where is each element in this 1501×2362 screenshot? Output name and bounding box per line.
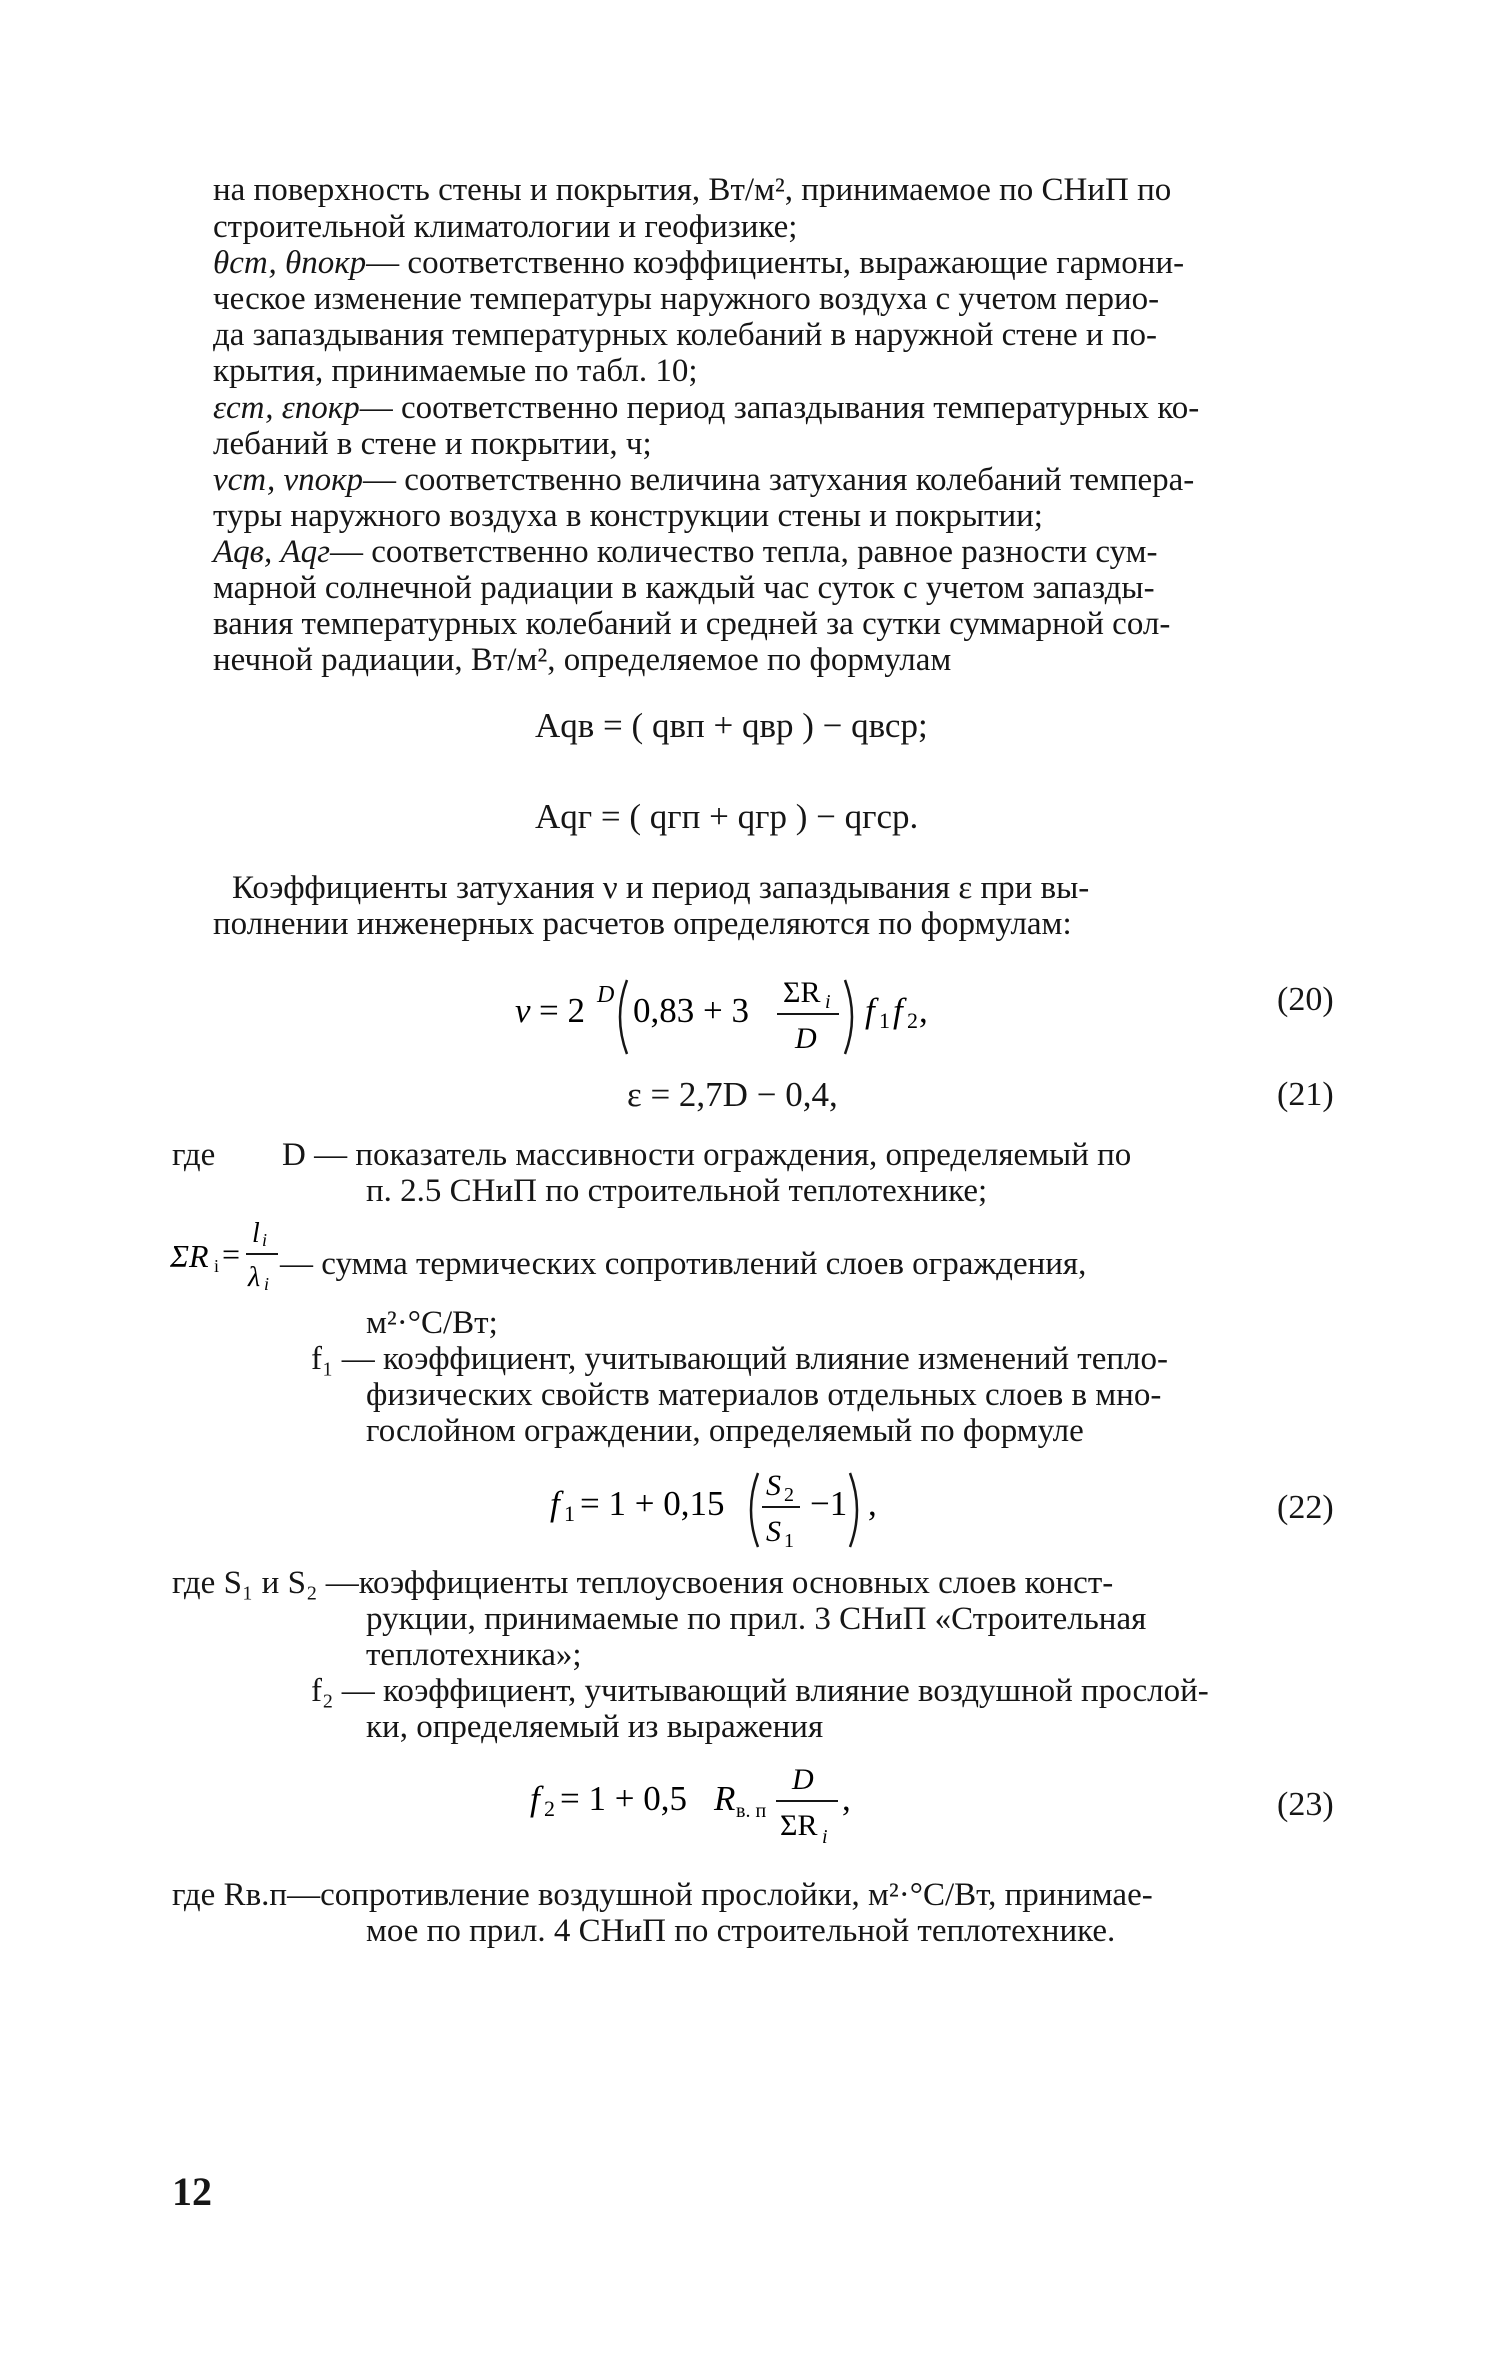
svg-text:i: i <box>262 1230 268 1250</box>
term-theta: θст, θпокр <box>213 245 367 281</box>
text-line: п. 2.5 СНиП по строительной теплотехнике; <box>366 1173 988 1209</box>
svg-text:l: l <box>252 1218 260 1249</box>
definition-text: D — показатель массивности ограждения, определяемый по <box>282 1137 1132 1173</box>
svg-text:= 1 + 0,5: = 1 + 0,5 <box>560 1779 687 1818</box>
svg-text:,: , <box>868 1484 877 1523</box>
equation-20 <box>515 962 1075 1071</box>
svg-text:1: 1 <box>784 1530 794 1552</box>
text-line: мое по прил. 4 СНиП по строительной теплотехнике. <box>366 1913 1116 1949</box>
svg-text:D: D <box>792 1763 814 1796</box>
definition-s: где S₁ и S₂ —коэффициенты теплоусвоения основных слоев конст- <box>172 1565 1114 1601</box>
definition-text: — соответственно период запаздывания температурных ко- <box>359 390 1200 426</box>
definition-text: — соответственно величина затухания колебаний темпера- <box>363 462 1195 498</box>
svg-text:λ: λ <box>248 1262 261 1293</box>
text-line: строительной климатологии и геофизике; <box>213 209 798 245</box>
svg-text:2: 2 <box>784 1484 794 1506</box>
text-line: м²·°С/Вт; <box>366 1305 498 1341</box>
equation-number: (20) <box>1277 981 1334 1018</box>
text-line: туры наружного воздуха в конструкции стены и покрытии; <box>213 498 1043 534</box>
svg-text:в. п: в. п <box>736 1800 767 1822</box>
svg-text:R: R <box>714 1779 736 1818</box>
text-line: лебаний в стене и покрытии, ч; <box>213 426 652 462</box>
equation-number: (21) <box>1277 1076 1334 1113</box>
definition-text: — соответственно коэффициенты, выражающие гармони- <box>366 245 1185 281</box>
svg-text:i: i <box>264 1274 270 1294</box>
text-line: теплотехника»; <box>366 1637 582 1673</box>
svg-text:2: 2 <box>907 1008 918 1033</box>
svg-text:−1: −1 <box>810 1484 848 1523</box>
equation-22 <box>550 1455 980 1564</box>
definition-rvp: где Rв.п—сопротивление воздушной прослойки, м²·°С/Вт, принимае- <box>172 1877 1153 1913</box>
svg-text:= 2: = 2 <box>539 991 585 1030</box>
definition-epsilon <box>213 390 1199 426</box>
svg-text:,: , <box>919 991 928 1030</box>
svg-text:,: , <box>842 1779 851 1818</box>
equation-aqv: Aqв = ( qвп + qвр ) − qвср; <box>535 706 928 745</box>
svg-text:f: f <box>550 1484 560 1523</box>
equation-20-graphic <box>515 962 1075 1062</box>
definition-theta <box>213 245 1184 281</box>
equation-22-graphic <box>550 1455 980 1555</box>
svg-text:f: f <box>865 991 875 1030</box>
svg-text:ΣR: ΣR <box>170 1238 209 1274</box>
term-epsilon: εст, εпокр <box>213 390 360 426</box>
svg-text:S: S <box>766 1515 781 1548</box>
text-line: полнении инженерных расчетов определяются по формулам: <box>213 906 1072 942</box>
svg-text:= 1 + 0,15: = 1 + 0,15 <box>580 1484 725 1523</box>
svg-text:0,83 + 3: 0,83 + 3 <box>633 991 749 1030</box>
text-line: ческое изменение температуры наружного воздуха с учетом перио- <box>213 281 1160 317</box>
text-line: нечной радиации, Вт/м², определяемое по формулам <box>213 642 952 678</box>
svg-text:i: i <box>825 991 831 1013</box>
definition-nu <box>213 462 1194 498</box>
svg-text:1: 1 <box>879 1008 890 1033</box>
svg-text:D: D <box>597 982 615 1008</box>
svg-text:ν: ν <box>515 991 531 1030</box>
where-label: где <box>172 1137 216 1173</box>
svg-text:=: = <box>222 1236 241 1272</box>
definition-aq <box>213 534 1158 570</box>
equation-aqg: Aqг = ( qгп + qгр ) − qгср. <box>535 797 919 836</box>
equation-number: (22) <box>1277 1489 1334 1526</box>
definition-f1: f₁ — коэффициент, учитывающий влияние изменений тепло- <box>311 1341 1168 1377</box>
svg-text:i: i <box>214 1256 220 1276</box>
text-line: рукции, принимаемые по прил. 3 СНиП «Строительная <box>366 1601 1147 1637</box>
svg-text:i: i <box>822 1826 828 1848</box>
svg-text:2: 2 <box>544 1796 555 1821</box>
text-line: Коэффициенты затухания ν и период запаздывания ε при вы- <box>232 870 1090 906</box>
text-line: крытия, принимаемые по табл. 10; <box>213 353 698 389</box>
text-line: ки, определяемый из выражения <box>366 1709 824 1745</box>
definition-text: — сумма термических сопротивлений слоев ограждения, <box>280 1246 1087 1282</box>
text-line: физических свойств материалов отдельных слоев в мно- <box>366 1377 1162 1413</box>
equation-number: (23) <box>1277 1786 1334 1823</box>
equation-23 <box>530 1755 990 1864</box>
text-line: вания температурных колебаний и средней за сутки суммарной сол- <box>213 606 1171 642</box>
definition-f2: f₂ — коэффициент, учитывающий влияние воздушной прослой- <box>311 1673 1209 1709</box>
definition-d <box>172 1137 1131 1173</box>
term-nu: νст, νпокр <box>213 462 364 498</box>
svg-text:f: f <box>893 991 903 1030</box>
sum-r-graphic <box>170 1210 280 1300</box>
text-line: гослойном ограждении, определяемый по формуле <box>366 1413 1084 1449</box>
svg-text:1: 1 <box>564 1501 575 1526</box>
text-line: на поверхность стены и покрытия, Вт/м², принимаемое по СНиП по <box>213 172 1172 208</box>
svg-text:ΣR: ΣR <box>780 1809 818 1842</box>
equation-21: ε = 2,7D − 0,4, <box>627 1075 838 1114</box>
sum-r-formula <box>170 1210 280 1309</box>
text-line: да запаздывания температурных колебаний в наружной стене и по- <box>213 317 1157 353</box>
svg-text:S: S <box>766 1469 781 1502</box>
svg-text:ΣR: ΣR <box>783 976 821 1009</box>
text-line: марной солнечной радиации в каждый час суток с учетом запазды- <box>213 570 1155 606</box>
equation-23-graphic <box>530 1755 990 1855</box>
term-aq: Aqв, Aqг <box>213 534 331 570</box>
svg-text:D: D <box>795 1022 817 1055</box>
page-number: 12 <box>172 2169 212 2214</box>
definition-text: — соответственно количество тепла, равное разности сум- <box>330 534 1158 570</box>
svg-text:f: f <box>530 1779 540 1818</box>
